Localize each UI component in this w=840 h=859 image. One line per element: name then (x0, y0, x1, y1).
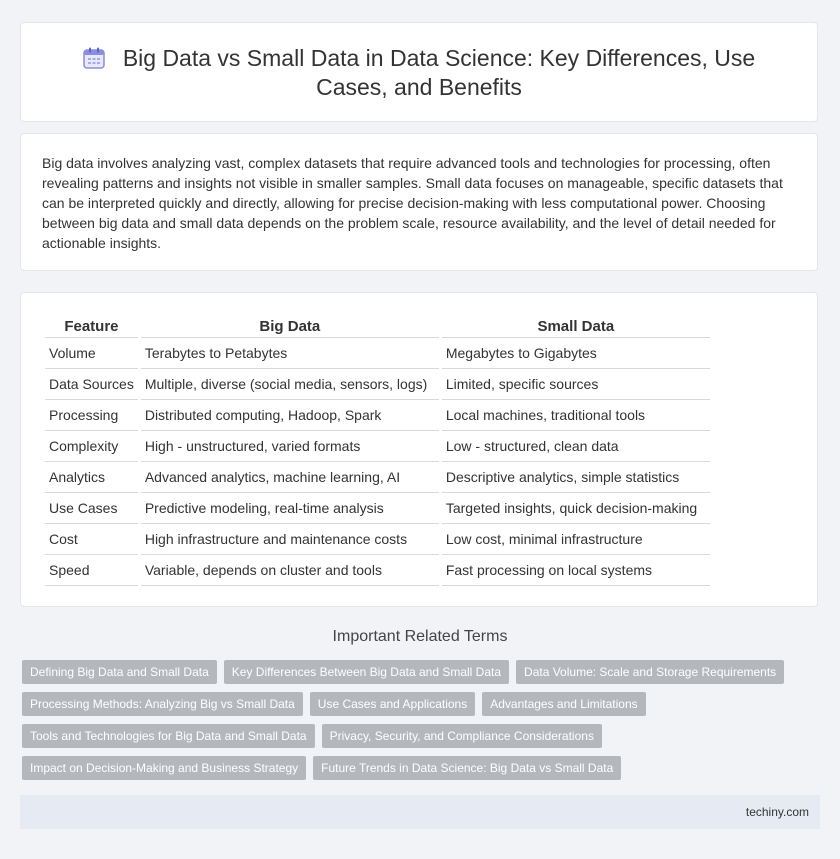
big-data-cell: Variable, depends on cluster and tools (141, 555, 439, 586)
feature-cell: Cost (45, 524, 138, 555)
table-row (45, 369, 710, 400)
related-term-tag[interactable]: Data Volume: Scale and Storage Requirements (516, 660, 784, 684)
related-term-tag[interactable]: Tools and Technologies for Big Data and Small Data (22, 724, 315, 748)
related-term-tag[interactable]: Impact on Decision-Making and Business Strategy (22, 756, 306, 780)
related-term-tag[interactable]: Processing Methods: Analyzing Big vs Small Data (22, 692, 303, 716)
related-terms-row (22, 724, 812, 748)
big-data-cell: Predictive modeling, real-time analysis (141, 493, 439, 524)
header-card (20, 22, 818, 122)
big-data-cell: Terabytes to Petabytes (141, 338, 439, 369)
footer-site[interactable]: techiny.com (745, 805, 809, 819)
feature-cell: Analytics (45, 462, 138, 493)
related-terms-row (22, 756, 812, 780)
big-data-cell: High - unstructured, varied formats (141, 431, 439, 462)
intro-card (20, 133, 818, 271)
related-term-tag[interactable]: Defining Big Data and Small Data (22, 660, 217, 684)
small-data-cell: Targeted insights, quick decision-making (442, 493, 710, 524)
small-data-cell: Fast processing on local systems (442, 555, 710, 586)
footer (20, 795, 820, 829)
big-data-cell: Distributed computing, Hadoop, Spark (141, 400, 439, 431)
feature-cell: Complexity (45, 431, 138, 462)
related-term-tag[interactable]: Advantages and Limitations (482, 692, 645, 716)
small-data-cell: Descriptive analytics, simple statistics (442, 462, 710, 493)
related-term-tag[interactable]: Key Differences Between Big Data and Small Data (224, 660, 509, 684)
table-header-row (45, 315, 710, 338)
table-row (45, 431, 710, 462)
related-terms-title: Important Related Terms (332, 628, 508, 645)
big-data-cell: Multiple, diverse (social media, sensors, logs) (141, 369, 439, 400)
feature-cell: Use Cases (45, 493, 138, 524)
big-data-cell: High infrastructure and maintenance costs (141, 524, 439, 555)
related-terms-row (22, 692, 812, 716)
feature-cell: Data Sources (45, 369, 138, 400)
header-small-data: Small Data (442, 315, 710, 338)
table-row (45, 462, 710, 493)
related-term-tag[interactable]: Use Cases and Applications (310, 692, 475, 716)
small-data-cell: Low - structured, clean data (442, 431, 710, 462)
small-data-cell: Megabytes to Gigabytes (442, 338, 710, 369)
table-row (45, 524, 710, 555)
small-data-cell: Limited, specific sources (442, 369, 710, 400)
intro-paragraph: Big data involves analyzing vast, complex datasets that require advanced tools and technologies for processing, often revealing patterns and insights not visible in smaller samples. Small data focuses on manageable, specific datasets that can be interpreted quickly and directly, allowing for precise decision-making with less computational power. Choosing between big data and small data depends on the problem scale, resource availability, and the level of detail needed for actionable insights. (42, 155, 783, 251)
table-body (45, 338, 710, 586)
comparison-card (20, 292, 818, 607)
feature-cell: Speed (45, 555, 138, 586)
table-row (45, 338, 710, 369)
related-terms-list (22, 660, 812, 788)
table-row (45, 493, 710, 524)
header-feature: Feature (45, 315, 138, 338)
related-terms-row (22, 660, 812, 684)
page-title-text: Big Data vs Small Data in Data Science: Key Differences, Use Cases, and Benefits (122, 45, 756, 100)
feature-cell: Processing (45, 400, 138, 431)
table-row (45, 555, 710, 586)
small-data-cell: Local machines, traditional tools (442, 400, 710, 431)
header-big-data: Big Data (141, 315, 439, 338)
page-title (21, 44, 817, 102)
feature-cell: Volume (45, 338, 138, 369)
table-row (45, 400, 710, 431)
related-term-tag[interactable]: Privacy, Security, and Compliance Considerations (322, 724, 602, 748)
small-data-cell: Low cost, minimal infrastructure (442, 524, 710, 555)
related-term-tag[interactable]: Future Trends in Data Science: Big Data vs Small Data (313, 756, 621, 780)
big-data-cell: Advanced analytics, machine learning, AI (141, 462, 439, 493)
comparison-table (42, 315, 713, 586)
calendar-icon (83, 47, 105, 69)
